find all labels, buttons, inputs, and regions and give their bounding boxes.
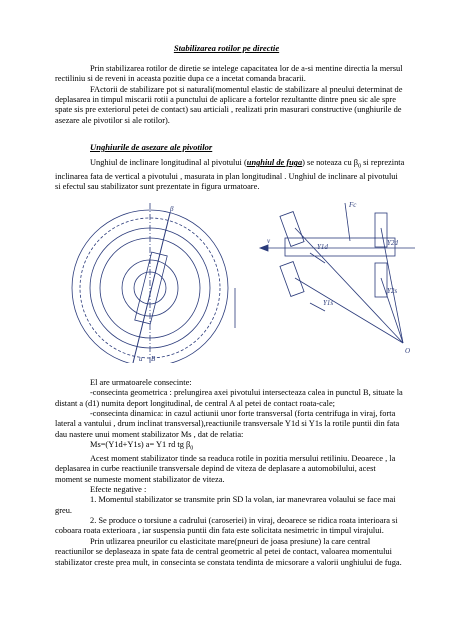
body-para-8: 2. Se produce o torsiune a cadrului (caroseriei) in viraj, deoarece se ridica roata interioara si coboara roata exterioara , iar suspensia puntii din fata este solicitata nesimetric in timpul virajului. bbox=[55, 516, 398, 536]
label-v: v bbox=[267, 237, 271, 245]
body-para-9: Prin utlizarea pneurilor cu elasticitate mare(pneuri de joasa presiune) la care central reactiunilor se deplaseaza in spate fata de central geometric al petei de contact, valoarea momentului stabilizator creste prea mult, in consecinta se constata tendinta de micsorare a valorii unghiului de fuga. bbox=[55, 536, 402, 567]
figure-drawing bbox=[55, 193, 425, 363]
label-o: O bbox=[405, 347, 411, 355]
pivot-inclination-figure bbox=[55, 193, 425, 363]
velocity-arrow-head bbox=[260, 245, 268, 251]
section-text-before: Unghiul de inclinare longitudinal al pivotului ( bbox=[90, 158, 247, 167]
section-text-middle: ) se noteaza cu β bbox=[302, 158, 359, 167]
body-para-1: El are urmatoarele consecinte: bbox=[90, 378, 192, 387]
body-para-5: Acest moment stabilizator tinde sa readuca rotile in pozitia mersului retiliniu. Deoarece , la deplasarea in curbe reactiunile transversale depind de viteza de deplasare a automobilului, acest moment se numeste moment stabilizator de viteza. bbox=[55, 454, 396, 484]
intro-paragraph-1: Prin stabilizarea rotilor de diretie se intelege capacitatea lor de a-si mentine directia la mersul rectiliniu si de reveni in aceasta pozitie dupa ce a incetat comanda bracarii. bbox=[55, 64, 403, 84]
intro-paragraphs bbox=[55, 64, 405, 126]
section-term: unghiul de fuga bbox=[246, 158, 303, 167]
front-left-wheel bbox=[280, 212, 304, 247]
body-para-2: -consecinta geometrica : prelungirea axei pivotului intersecteaza calea in punctul B, situate la distant a (d1) numita deport longitudinal, de central A al petei de contact roata-cale; bbox=[55, 388, 403, 408]
section-text-after: si reprezinta inclinarea fata de vertical a pivotului , masurata in plan longitudinal . Unghiul de inclinare al pivotului si efectul sau stabilizator sunt prezentate in figura urmatoare. bbox=[55, 158, 405, 192]
section-paragraph bbox=[55, 158, 405, 193]
formula: Ms=(Y1d+Y1s) a= Y1 rd tg β bbox=[90, 440, 191, 450]
pivot-axis-line bbox=[133, 213, 170, 363]
section-beta-subscript: 0 bbox=[358, 163, 362, 170]
label-y1s: Y1s bbox=[323, 299, 334, 307]
label-y2d: Y2d bbox=[387, 239, 398, 247]
label-y1d: Y1d bbox=[317, 243, 328, 251]
body-para-3: -consecinta dinamica: in cazul actiunii unor forte transversal (forta centrifuga in viraj, forta lateral a vantului , drum inclinat transversal),reactiunile transversale Y1d si Y1s la rotile puntii din fata dau nastere unui moment stabilizator Ms , dat de relatia: bbox=[55, 409, 400, 439]
label-a: a bbox=[139, 355, 143, 363]
label-beta: β bbox=[170, 205, 174, 213]
intro-paragraph-2: FActorii de stabilizare pot si naturali(momentul elastic de stabilizare al pneului determinat de deplasarea in timpul miscarii rotii a punctului de aplicare a fortelor rezultantte dintre pneu sic ale spre spate sis pre exteriorul petei de contact) sau articiali , realizati prin masurari constructive (unghiurile de asezare ale pivotilor si ale rotilor). bbox=[55, 84, 403, 125]
section-title: Unghiurile de asezare ale pivotilor bbox=[90, 142, 213, 152]
label-y2s: Y2s bbox=[387, 287, 398, 295]
document-title: Stabilizarea rotilor pe directie bbox=[173, 43, 280, 53]
rear-left-wheel bbox=[280, 262, 304, 297]
label-b: B bbox=[151, 355, 156, 363]
body-para-7: 1. Momentul stabilizator se transmite prin SD la volan, iar manevrarea volaului se face mai greu. bbox=[55, 495, 396, 515]
body-paragraphs bbox=[55, 378, 405, 568]
formula-subscript: 0 bbox=[190, 445, 194, 452]
rear-right-wheel bbox=[375, 263, 387, 297]
body-para-6: Efecte negative : bbox=[90, 485, 147, 495]
label-fc: Fc bbox=[349, 201, 357, 209]
